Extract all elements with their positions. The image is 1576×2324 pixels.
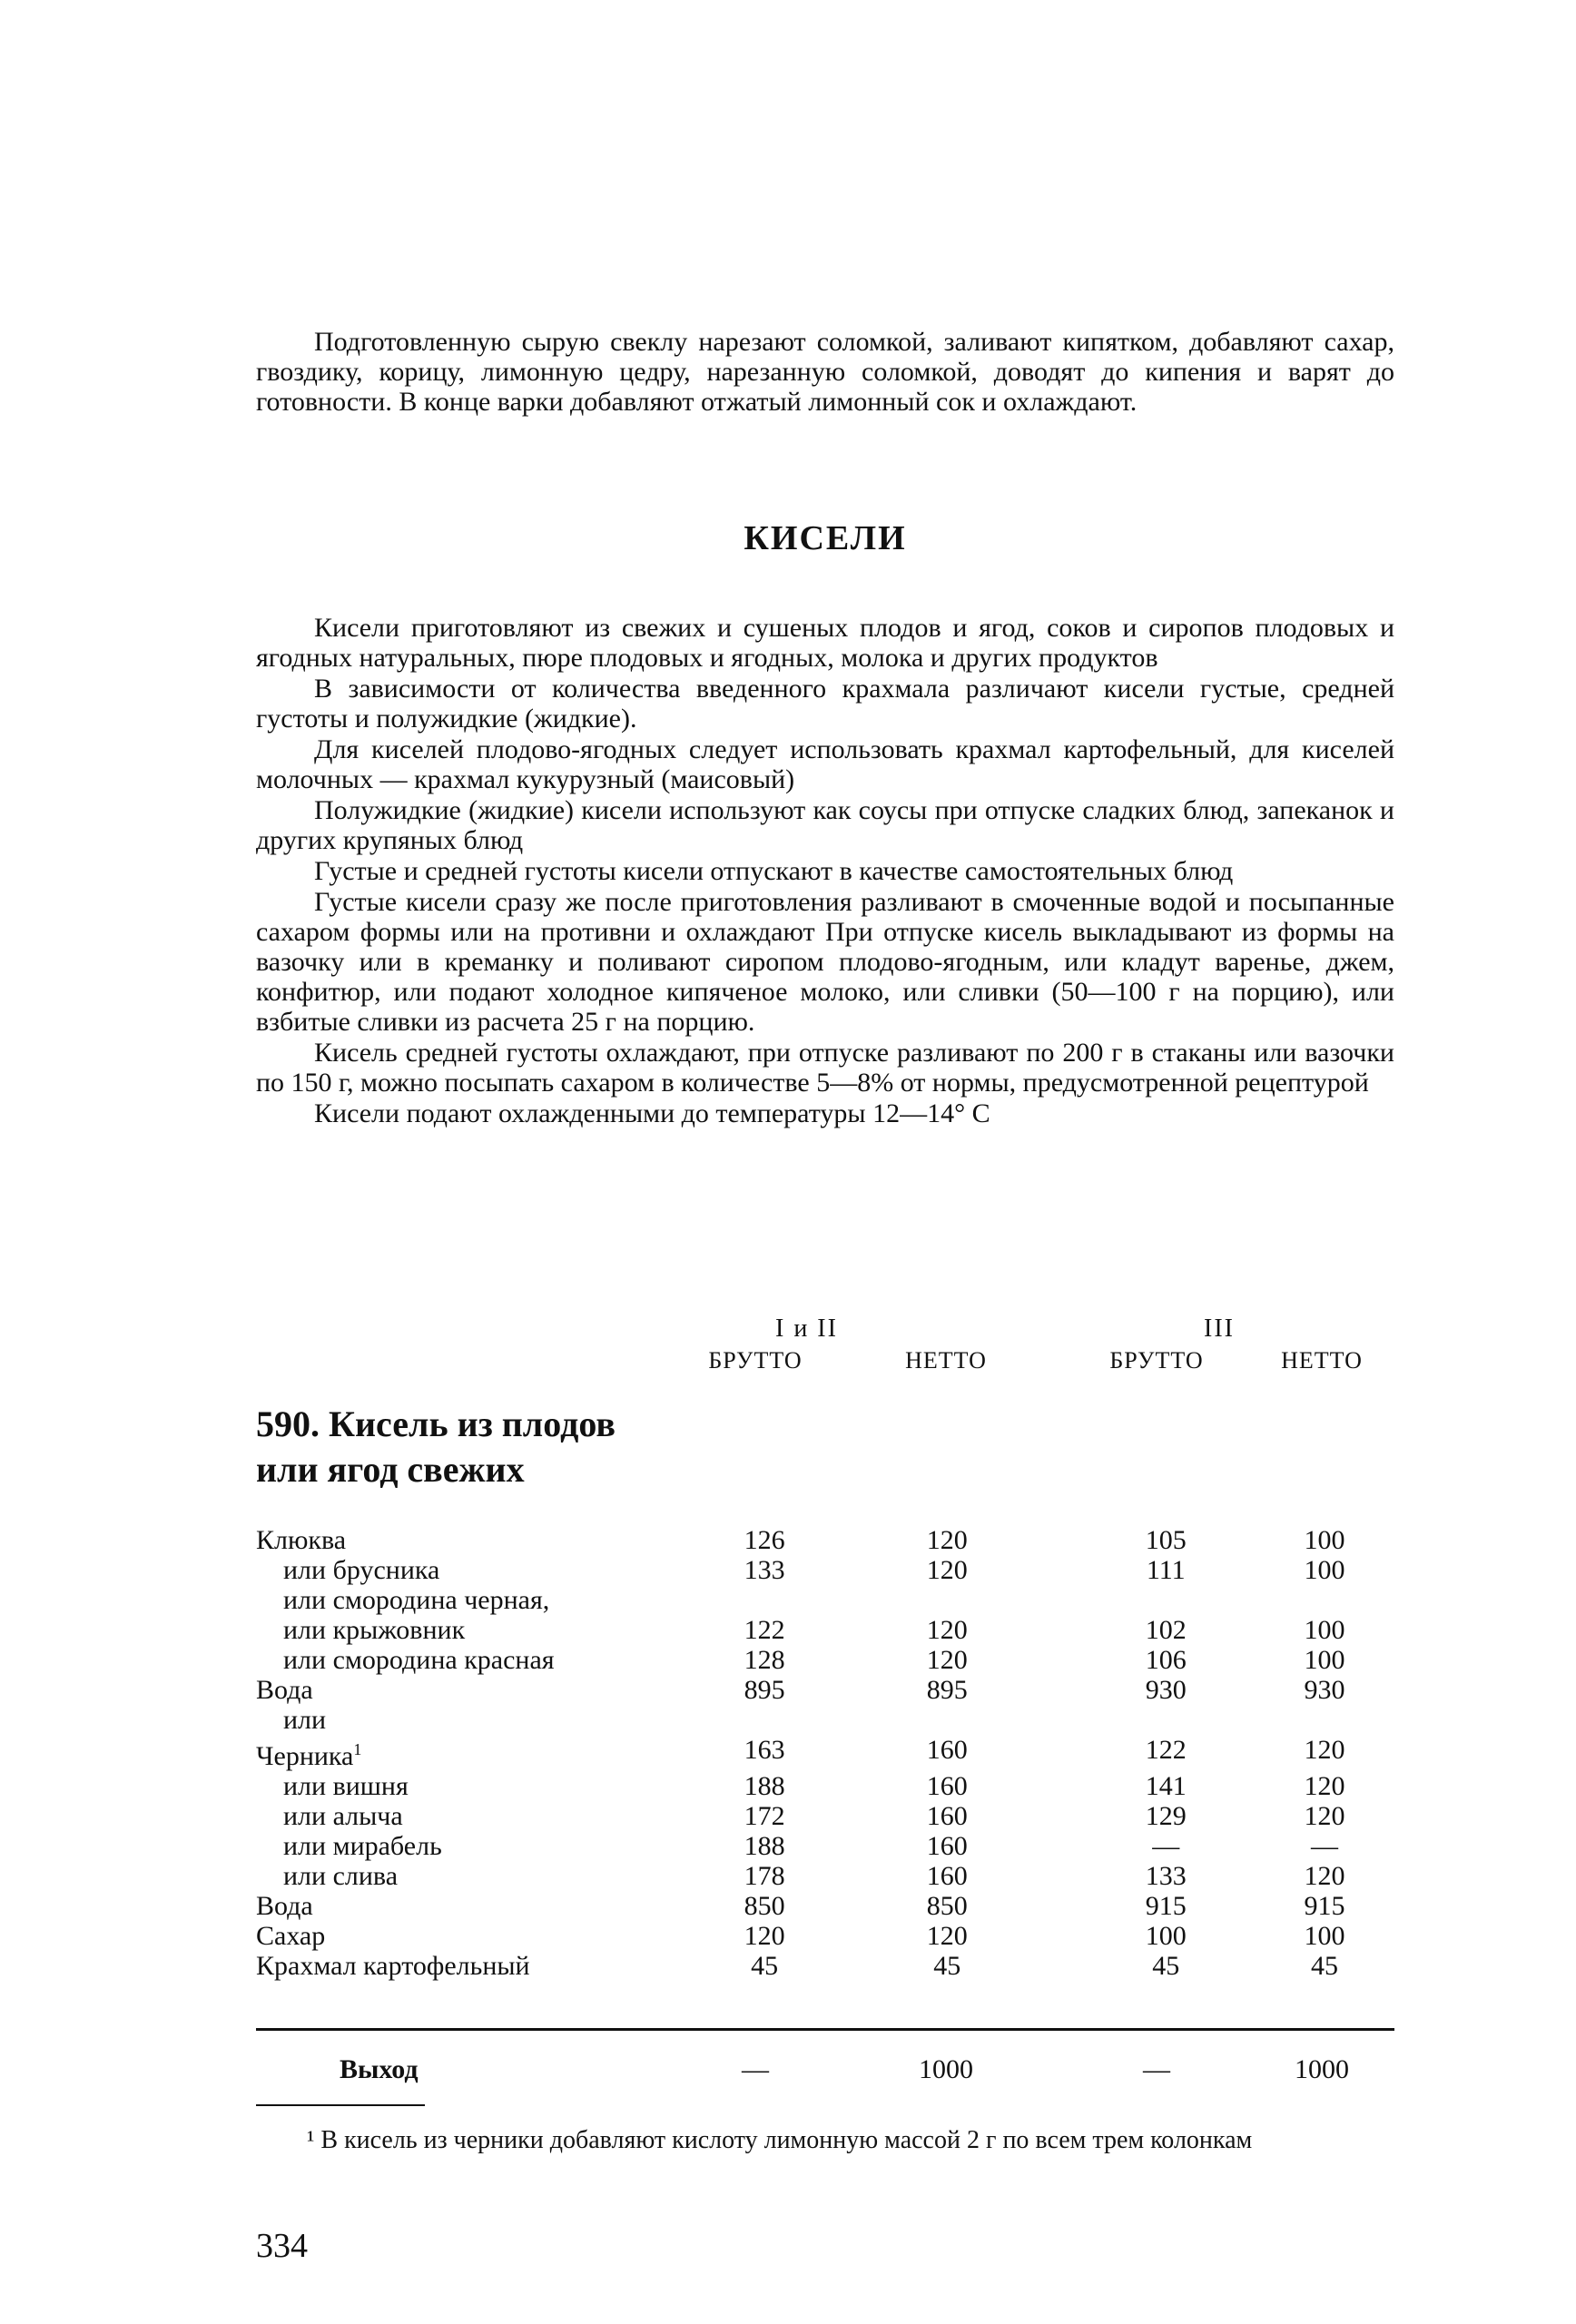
column-header-netto: НЕТТО — [905, 1347, 987, 1374]
value-netto-1: 160 — [926, 1861, 968, 1891]
yield-brutto-3: — — [1143, 2054, 1170, 2084]
value-netto-1: 120 — [926, 1645, 968, 1675]
ingredient-name: Клюква — [256, 1525, 347, 1555]
ingredient-name: Черника — [256, 1741, 354, 1771]
value-brutto-3: 100 — [1145, 1921, 1187, 1951]
value-netto-3: 100 — [1304, 1525, 1345, 1555]
value-brutto-3: 102 — [1145, 1615, 1187, 1645]
ingredient-name: или мирабель — [283, 1831, 442, 1861]
value-brutto-3: — — [1152, 1831, 1180, 1861]
value-netto-3: 120 — [1304, 1735, 1345, 1765]
ingredient-name: или слива — [283, 1861, 399, 1891]
value-brutto-3: 129 — [1145, 1801, 1187, 1831]
value-netto-1: 850 — [926, 1891, 968, 1921]
value-netto-3: 100 — [1304, 1645, 1345, 1675]
column-headers — [256, 1347, 1394, 1402]
value-brutto-3: 133 — [1145, 1861, 1187, 1891]
value-brutto-1: 133 — [744, 1555, 785, 1585]
value-brutto-1: 126 — [744, 1525, 785, 1555]
table-rule — [256, 2028, 1394, 2031]
ingredient-row — [256, 1861, 1394, 1891]
ingredient-table — [256, 1525, 1394, 1981]
value-brutto-3: 122 — [1145, 1735, 1187, 1765]
value-brutto-1: 128 — [744, 1645, 785, 1675]
ingredient-row — [256, 1735, 1394, 1771]
ingredient-name-cell — [256, 1771, 694, 1801]
ingredient-row — [256, 1705, 1394, 1735]
yield-netto-3: 1000 — [1295, 2054, 1349, 2084]
page-number: 334 — [256, 2227, 308, 2265]
value-netto-1: 120 — [926, 1615, 968, 1645]
value-netto-3: 100 — [1304, 1555, 1345, 1585]
column-group-3: III — [1204, 1315, 1235, 1343]
column-header-netto: НЕТТО — [1281, 1347, 1363, 1374]
value-brutto-1 — [694, 1705, 834, 1735]
ingredient-name: или смородина красная — [283, 1645, 555, 1675]
column-group-1-2: I и II — [775, 1315, 838, 1343]
ingredient-name: Сахар — [256, 1921, 326, 1951]
value-netto-1: 120 — [926, 1525, 968, 1555]
value-brutto-1: 178 — [744, 1861, 785, 1891]
ingredient-row — [256, 1831, 1394, 1861]
body-paragraph: Густые и средней густоты кисели отпускают в качестве самостоятельных блюд — [314, 856, 1234, 886]
value-netto-3 — [1255, 1705, 1394, 1735]
value-netto-1: 160 — [926, 1831, 968, 1861]
value-netto-3 — [1255, 1585, 1394, 1615]
yield-row — [256, 2054, 1394, 2091]
footnote-marker: 1 — [353, 1740, 362, 1758]
section-title: КИСЕЛИ — [744, 519, 907, 557]
recipe-block — [256, 1315, 1394, 2091]
column-header-brutto: БРУТТО — [1109, 1347, 1204, 1374]
value-netto-1 — [877, 1585, 1017, 1615]
body-paragraph: Для киселей плодово-ягодных следует использовать крахмал картофельный, для киселей молочных — крахмал кукурузный (маисовый) — [256, 734, 1394, 794]
ingredient-name-cell — [256, 1645, 694, 1675]
ingredient-row — [256, 1921, 1394, 1951]
ingredient-row — [256, 1645, 1394, 1675]
value-netto-3: 100 — [1304, 1921, 1345, 1951]
value-brutto-1: 122 — [744, 1615, 785, 1645]
value-brutto-1: 895 — [744, 1675, 785, 1705]
value-brutto-3: 141 — [1145, 1771, 1187, 1801]
value-netto-1 — [877, 1705, 1017, 1735]
value-brutto-3: 111 — [1146, 1555, 1186, 1585]
value-netto-1: 160 — [926, 1735, 968, 1765]
ingredient-name-cell — [256, 1675, 694, 1705]
value-brutto-1: 172 — [744, 1801, 785, 1831]
value-brutto-3 — [1096, 1585, 1236, 1615]
value-netto-3: 100 — [1304, 1615, 1345, 1645]
footnote: ¹ В кисель из черники добавляют кислоту лимонную массой 2 г по всем трем колонкам — [307, 2126, 1253, 2154]
ingredient-row — [256, 1951, 1394, 1981]
ingredient-name: или — [283, 1705, 327, 1735]
value-brutto-3: 930 — [1145, 1675, 1187, 1705]
yield-brutto-1: — — [742, 2054, 769, 2084]
value-netto-3: 45 — [1311, 1951, 1339, 1981]
ingredient-name: Вода — [256, 1675, 313, 1705]
yield-netto-1: 1000 — [919, 2054, 973, 2084]
ingredient-name: или смородина черная, — [283, 1585, 550, 1615]
footnote-rule — [256, 2104, 425, 2106]
value-netto-1: 120 — [926, 1555, 968, 1585]
column-header-brutto: БРУТТО — [708, 1347, 803, 1374]
body-paragraph: В зависимости от количества введенного крахмала различают кисели густые, средней густоты и полужидкие (жидкие). — [256, 674, 1394, 734]
ingredient-name-cell — [256, 1705, 694, 1735]
body-paragraph: Кисели приготовляют из свежих и сушеных плодов и ягод, соков и сиропов плодовых и ягодных натуральных, пюре плодовых и ягодных, молока и других продуктов — [256, 613, 1394, 673]
ingredient-name-cell — [256, 1861, 694, 1891]
value-brutto-1: 120 — [744, 1921, 785, 1951]
value-brutto-3: 106 — [1145, 1645, 1187, 1675]
text-block — [256, 327, 1394, 1129]
intro-paragraph: Подготовленную сырую свеклу нарезают соломкой, заливают кипятком, добавляют сахар, гвоздику, корицу, лимонную цедру, нарезанную соломкой, доводят до кипения и варят до готовности. В конце варки добавляют отжатый лимонный сок и охлаждают. — [256, 327, 1394, 417]
ingredient-name-cell — [256, 1831, 694, 1861]
ingredient-name: или вишня — [283, 1771, 409, 1801]
value-brutto-1: 163 — [744, 1735, 785, 1765]
column-groups — [256, 1315, 1394, 1347]
ingredient-row — [256, 1771, 1394, 1801]
ingredient-name: Вода — [256, 1891, 313, 1921]
ingredient-row — [256, 1615, 1394, 1645]
value-brutto-3: 915 — [1145, 1891, 1187, 1921]
body-paragraph: Кисель средней густоты охлаждают, при отпуске разливают по 200 г в стаканы или вазочки по 150 г, можно посыпать сахаром в количестве 5—8% от нормы, предусмотренной рецептурой — [256, 1038, 1394, 1098]
ingredient-row — [256, 1801, 1394, 1831]
value-brutto-3 — [1096, 1705, 1236, 1735]
ingredient-row — [256, 1585, 1394, 1615]
value-netto-3: — — [1311, 1831, 1339, 1861]
yield-label: Выход — [340, 2054, 419, 2084]
ingredient-row — [256, 1891, 1394, 1921]
ingredient-name-cell — [256, 1891, 694, 1921]
ingredient-name-cell — [256, 1951, 694, 1981]
value-netto-3: 120 — [1304, 1801, 1345, 1831]
value-brutto-1: 188 — [744, 1771, 785, 1801]
value-brutto-3: 45 — [1152, 1951, 1180, 1981]
value-netto-3: 120 — [1304, 1771, 1345, 1801]
value-brutto-1: 188 — [744, 1831, 785, 1861]
body-paragraph: Кисели подают охлажденными до температуры 12—14° С — [314, 1098, 990, 1128]
value-brutto-1: 45 — [751, 1951, 779, 1981]
recipe-title: 590. Кисель из плодов или ягод свежих — [256, 1403, 616, 1490]
ingredient-name-cell — [256, 1921, 694, 1951]
ingredient-name: или крыжовник — [283, 1615, 466, 1645]
value-netto-1: 45 — [933, 1951, 961, 1981]
value-netto-1: 895 — [926, 1675, 968, 1705]
ingredient-name: или брусника — [283, 1555, 440, 1585]
value-netto-3: 120 — [1304, 1861, 1345, 1891]
ingredient-row — [256, 1555, 1394, 1585]
body-paragraph: Густые кисели сразу же после приготовления разливают в смоченные водой и посыпанные сахаром формы или на противни и охлаждают При отпуске кисель выкладывают из формы на вазочку или в креманку и поливают сиропом плодово-ягодным, или кладут варенье, джем, конфитюр, или подают холодное кипяченое молоко, или сливки (50—100 г на порцию), или взбитые сливки из расчета 25 г на порцию. — [256, 887, 1394, 1037]
ingredient-name-cell — [256, 1735, 694, 1771]
ingredient-name-cell — [256, 1615, 694, 1645]
ingredient-name-cell — [256, 1801, 694, 1831]
value-netto-1: 160 — [926, 1771, 968, 1801]
value-brutto-1: 850 — [744, 1891, 785, 1921]
value-netto-3: 915 — [1304, 1891, 1345, 1921]
ingredient-row — [256, 1675, 1394, 1705]
paragraph-list — [256, 613, 1394, 1128]
body-paragraph: Полужидкие (жидкие) кисели используют как соусы при отпуске сладких блюд, запеканок и других крупяных блюд — [256, 795, 1394, 855]
value-netto-3: 930 — [1304, 1675, 1345, 1705]
ingredient-name: Крахмал картофельный — [256, 1951, 530, 1981]
ingredient-row — [256, 1525, 1394, 1555]
value-brutto-3: 105 — [1145, 1525, 1187, 1555]
ingredient-name-cell — [256, 1585, 694, 1615]
value-brutto-1 — [694, 1585, 834, 1615]
ingredient-name-cell — [256, 1555, 694, 1585]
ingredient-name-cell — [256, 1525, 694, 1555]
value-netto-1: 160 — [926, 1801, 968, 1831]
ingredient-name: или алыча — [283, 1801, 403, 1831]
value-netto-1: 120 — [926, 1921, 968, 1951]
